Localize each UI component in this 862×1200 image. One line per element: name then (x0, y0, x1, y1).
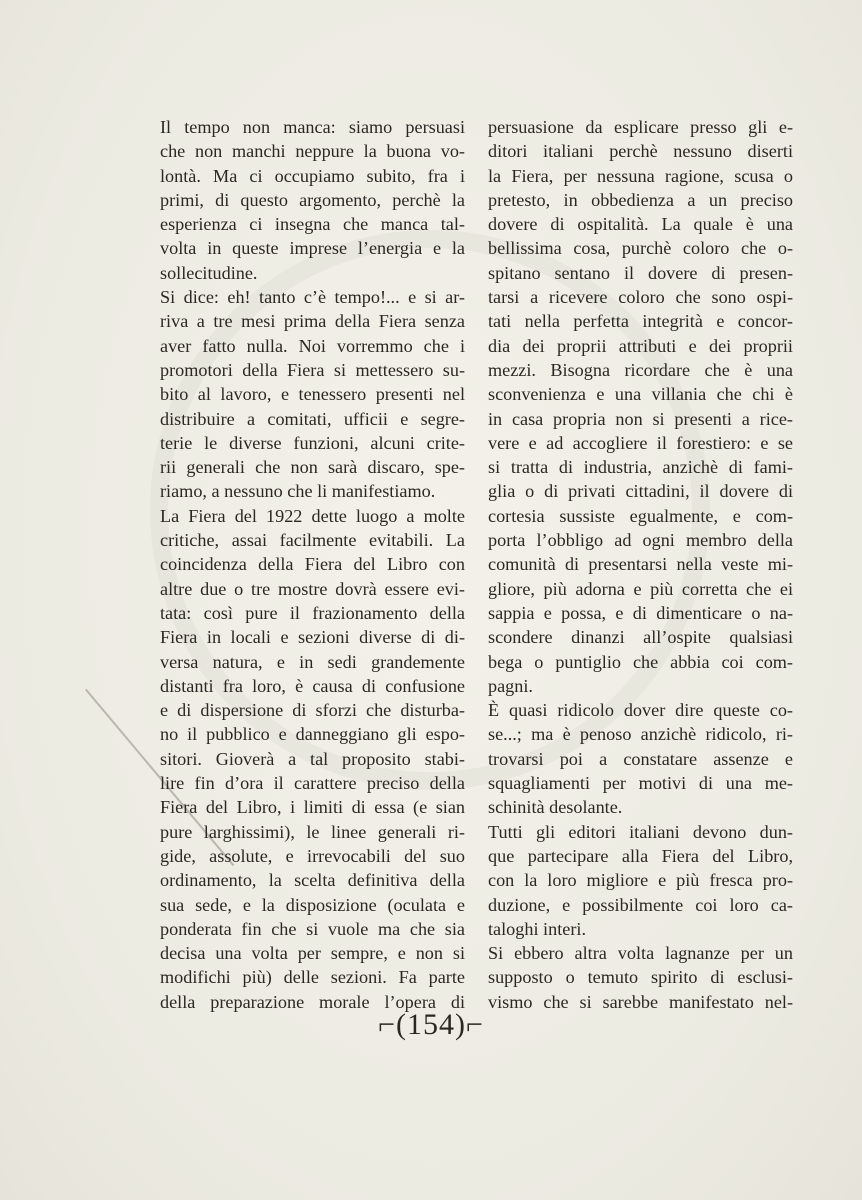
text-line: ponderata fin che si vuole ma che sia (160, 918, 465, 939)
text-line: se...; ma è penoso anzichè ridicolo, ri- (488, 724, 793, 745)
text-line: sappia e possa, e di dimenticare o na- (488, 602, 793, 623)
text-line: versa natura, e in sedi grandemente (160, 651, 465, 672)
text-line: squagliamenti per motivi di una me- (488, 773, 793, 794)
text-line: Si ebbero altra volta lagnanze per un (488, 943, 793, 964)
text-line: persuasione da esplicare presso gli e- (488, 117, 793, 137)
text-line: sitori. Gioverà a tal proposito stabi- (160, 748, 465, 769)
text-line: Fiera del Libro, i limiti di essa (e sian (160, 797, 465, 818)
text-line: che non manchi neppure la buona vo- (160, 141, 465, 162)
text-line: È quasi ridicolo dover dire queste co- (488, 700, 793, 721)
text-line: no il pubblico e danneggiano gli espo- (160, 724, 465, 745)
text-line: tati nella perfetta integrità e concor- (488, 311, 793, 332)
text-line: la Fiera, per nessuna ragione, scusa o (488, 165, 793, 186)
text-line: coincidenza della Fiera del Libro con (160, 554, 465, 575)
text-line: sollecitudine. (160, 262, 258, 283)
text-line: spitano sentano il dovere di presen- (488, 262, 793, 283)
text-line: tarsi a ricevere coloro che sono ospi- (488, 287, 793, 308)
page-number: ⌐(154)⌐ (378, 1008, 484, 1041)
text-line: riva a tre mesi prima della Fiera senza (160, 311, 465, 332)
text-line: in casa propria non si presenti a rice- (488, 408, 793, 429)
text-line: cortesia sussiste egualmente, e com- (488, 505, 793, 526)
text-line: que partecipare alla Fiera del Libro, (488, 845, 793, 866)
text-line: pretesto, in obbedienza a un preciso (488, 189, 793, 210)
text-line: critiche, assai facilmente evitabili. La (160, 530, 465, 551)
text-line: vismo che si sarebbe manifestato nel- (488, 991, 793, 1012)
text-line: glia o di privati cittadini, il dovere di (488, 481, 793, 502)
text-line: ordinamento, la scelta definitiva della (160, 870, 465, 891)
text-line: lire fin d’ora il carattere preciso della (160, 773, 465, 794)
text-line: modifichi più) delle sezioni. Fa parte (160, 967, 465, 988)
text-line: dovere di ospitalità. La quale è una (488, 214, 793, 235)
text-line: della preparazione morale l’opera di (160, 991, 465, 1012)
text-line: distanti fra loro, è causa di confusione (160, 675, 465, 696)
text-line: pagni. (488, 675, 533, 696)
text-line: promotori della Fiera si mettessero su- (160, 359, 465, 380)
text-line: altre due o tre mostre dovrà essere evi- (160, 578, 465, 599)
text-line: duzione, e possibilmente coi loro ca- (488, 894, 793, 915)
text-line: e di dispersione di sforzi che disturba- (160, 700, 465, 721)
text-line: distribuire a comitati, ufficii e segre- (160, 408, 465, 429)
text-line: Il tempo non manca: siamo persuasi (160, 117, 465, 137)
text-line: schinità desolante. (488, 797, 623, 818)
text-line: con la loro migliore e più fresca pro- (488, 870, 793, 891)
text-line: ditori italiani perchè nessuno diserti (488, 141, 793, 162)
text-line: aver fatto nulla. Noi vorremmo che i (160, 335, 465, 356)
text-line: primi, di questo argomento, perchè la (160, 189, 465, 210)
text-line: Tutti gli editori italiani devono dun- (488, 821, 793, 842)
text-line: volta in queste imprese l’energia e la (160, 238, 465, 259)
text-line: lontà. Ma ci occupiamo subito, fra i (160, 165, 465, 186)
text-line: esperienza ci insegna che manca tal- (160, 214, 465, 235)
text-line: scondere dinanzi all’ospite qualsiasi (488, 627, 793, 648)
text-line: riamo, a nessuno che li manifestiamo. (160, 481, 436, 502)
text-line: vere e ad accogliere il forestiero: e se (488, 432, 793, 453)
right-text-column (488, 115, 793, 1014)
text-line: tata: così pure il frazionamento della (160, 602, 465, 623)
text-line: gliore, più adorna e più corretta che ei (488, 578, 793, 599)
text-line: supposto o temuto spirito di esclusi- (488, 967, 793, 988)
text-line: comunità di presentarsi nella veste mi- (488, 554, 793, 575)
text-line: si tratta di industria, anzichè di fami- (488, 457, 793, 478)
text-line: bellissima cosa, purchè coloro che o- (488, 238, 793, 259)
text-line: sua sede, e la disposizione (oculata e (160, 894, 465, 915)
text-line: La Fiera del 1922 dette luogo a molte (160, 505, 465, 526)
text-line: gide, assolute, e irrevocabili del suo (160, 845, 465, 866)
text-line: Si dice: eh! tanto c’è tempo!... e si ar- (160, 287, 465, 308)
text-line: bega o puntiglio che abbia coi com- (488, 651, 793, 672)
text-line: porta l’obbligo ad ogni membro della (488, 530, 793, 551)
text-line: pure larghissimi), le linee generali ri- (160, 821, 465, 842)
text-line: trovarsi poi a constatare assenze e (488, 748, 793, 769)
text-line: Fiera in locali e sezioni diverse di di- (160, 627, 465, 648)
text-line: bito al lavoro, e tenessero presenti nel (160, 384, 465, 405)
text-line: terie le diverse funzioni, alcuni crite- (160, 432, 465, 453)
text-line: dia dei proprii attributi e dei proprii (488, 335, 793, 356)
text-line: taloghi interi. (488, 918, 586, 939)
text-line: sconvenienza e una villania che chi è (488, 384, 793, 405)
text-line: rii generali che non sarà discaro, spe- (160, 457, 465, 478)
left-text-column (160, 115, 465, 1014)
text-line: decisa una volta per sempre, e non si (160, 943, 465, 964)
text-line: mezzi. Bisogna ricordare che è una (488, 359, 793, 380)
